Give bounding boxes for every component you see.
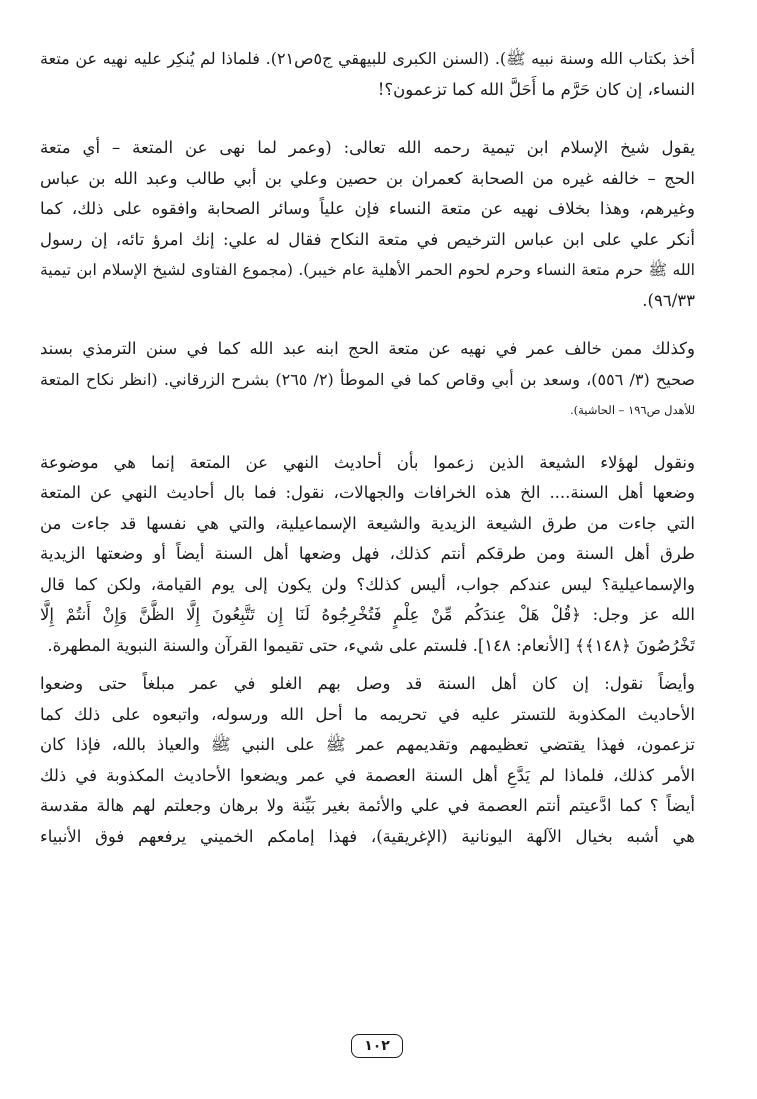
paragraph-1	[40, 44, 695, 105]
paragraph-5	[40, 669, 695, 852]
text-line: أيضاً ؟ كما ادَّعيتم أنتم العصمة في علي والأئمة بغير بَيِّنة ولا برهان وجعلتم لهم هالة مقدسة	[40, 796, 695, 815]
page-number: ١٠٢	[351, 1034, 403, 1058]
text-line: التي جاءت من طرق الشيعة الزيدية والشيعة الإسماعيلية، والتي هي نفسها قد جاءت من	[40, 513, 695, 533]
paragraph-3	[40, 334, 695, 426]
text-line: أخذ بكتاب الله وسنة نبيه ﷺ). (السنن الكبرى للبيهقي ج٥ص٢١). فلماذا لم يُنكِر عليه نهيه عن متعة	[40, 49, 695, 68]
quran-verse-line: تَخْرُصُونَ ﴿١٤٨﴾﴾ [الأنعام: ١٤٨]. فلستم على شيء، حتى تقيموا القرآن والسنة النبوية المطهرة.	[47, 635, 695, 655]
text-line: تزعمون، فهذا يقتضي تعظيمهم وتقديمهم عمر ﷺ على النبي ﷺ والعياذ بالله، فإذا كان	[40, 735, 695, 754]
text-line: طرق أهل السنة ومن طرقكم أنتم كذلك، فهل وضعها أهل السنة أيضاً أو وضعتها الزيدية	[40, 544, 695, 563]
text-line: ونقول لهؤلاء الشيعة الذين زعموا بأن أحاديث النهي عن المتعة إنما هي موضوعة	[40, 452, 695, 472]
text-line: للأهدل ص١٩٦ – الحاشية).	[569, 403, 695, 417]
text-line: وغيرهم، وهذا بخلاف نهيه عن متعة النساء فإن علياً وسائر الصحابة وافقوه على ذلك، كما	[40, 199, 695, 218]
text-line: الأحاديث المكذوبة للتستر عليه في تحريمه ما أحل الله ورسوله، واتبعوه على ذلك كما	[40, 704, 695, 724]
text-line: أنكر علي على ابن عباس الترخيص في متعة النكاح فقال له علي: إنك امرؤ تائه، إن رسول	[40, 229, 695, 249]
text-line: يقول شيخ الإسلام ابن تيمية رحمه الله تعالى: (وعمر لما نهى عن المتعة – أي متعة	[40, 138, 695, 157]
paragraph-2	[40, 133, 695, 316]
text-line: وضعها أهل السنة.... الخ هذه الخرافات والجهالات، نقول: فما بال أحاديث النهي عن المتعة	[40, 483, 695, 502]
text-line: والإسماعيلية؟ ليس عندكم جواب، أليس كذلك؟ ولن يكون إلى يوم القيامة، ولكن كما قال	[40, 574, 695, 594]
text-line: الحج – خالفه غيره من الصحابة كعمران بن حصين وعلي بن أبي طالب وعبد الله بن عباس	[40, 168, 695, 188]
text-line: وكذلك ممن خالف عمر في نهيه عن متعة الحج ابنه عبد الله كما في سنن الترمذي بسند	[40, 339, 695, 358]
quran-verse-line: الله عز وجل: ﴿قُلْ هَلْ عِندَكُم مِّنْ عِلْمٍ فَتُخْرِجُوهُ لَنَا إِن تَتَّبِعُونَ إِلَّا الظَّنَّ وَإِنْ أَنتُمْ إِلَّا	[40, 605, 695, 624]
document-page	[40, 44, 695, 852]
text-line: النساء، إن كان حَرَّم ما أَحَلَّ الله كما تزعمون؟!	[377, 79, 695, 99]
text-line: هي أشبه بخيال الآلهة اليونانية (الإغريقية)، فهذا إمامكم الخميني يرفعهم فوق الأنبياء	[40, 826, 695, 846]
paragraph-4	[40, 448, 695, 662]
text-line: ٩٦/٣٣).	[642, 290, 695, 310]
text-line: الأمر كذلك، فلماذا لم يَدَّعِ أهل السنة العصمة في عمر ويضعوا الأحاديث المكذوبة في ذلك	[40, 765, 695, 785]
text-line: صحيح (٣/ ٥٥٦)، وسعد بن أبي وقاص كما في الموطأ (٢/ ٢٦٥) بشرح الزرقاني. (انظر نكاح المتعة	[40, 369, 695, 389]
text-line: الله ﷺ حرم متعة النساء وحرم لحوم الحمر الأهلية عام خيبر). (مجموع الفتاوى لشيخ الإسلام ابن تيمية	[40, 261, 695, 279]
text-line: وأيضاً نقول: إن كان أهل السنة قد وصل بهم الغلو في عمر مبلغاً حتى وضعوا	[40, 674, 695, 693]
